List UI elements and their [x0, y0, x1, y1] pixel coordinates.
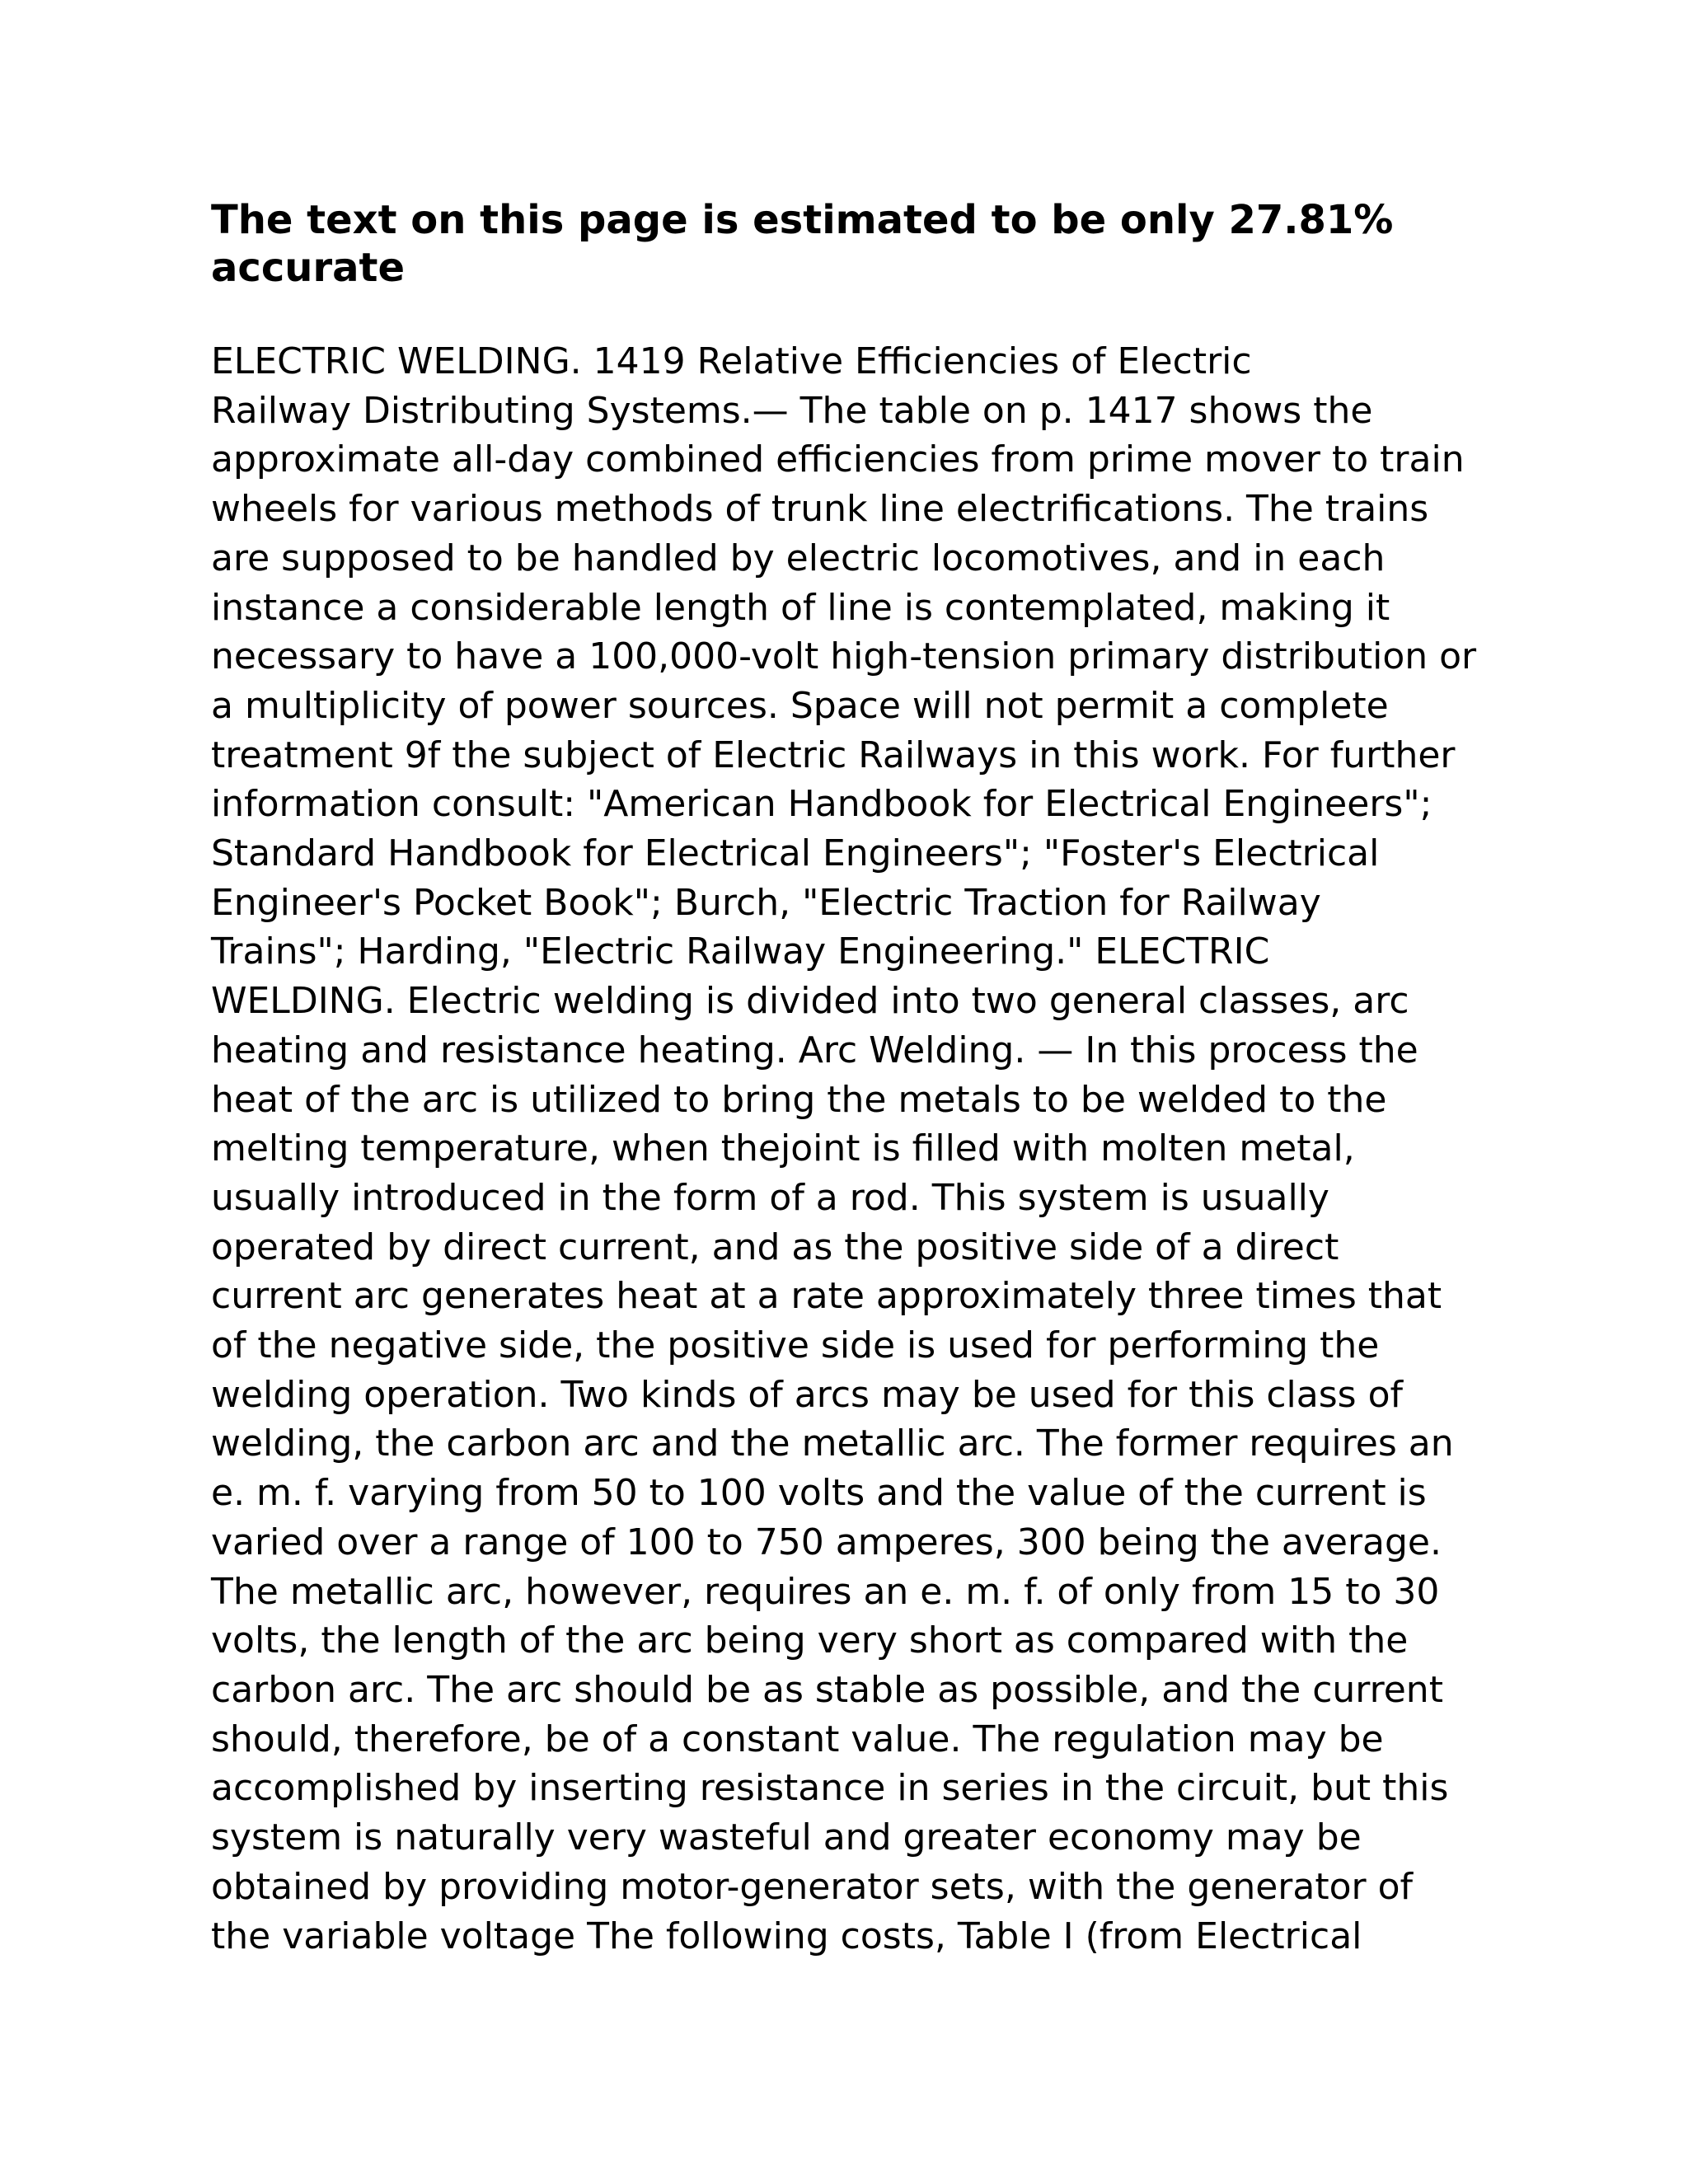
- accuracy-heading-line-1: The text on this page is estimated to be only 27.81%: [211, 197, 1394, 243]
- accuracy-heading-line-2: accurate: [211, 245, 406, 291]
- ocr-body-text: ELECTRIC WELDING. 1419 Relative Efficiencies of Electric Railway Distributing Systems.— The table on p. 1417 shows the approximate all-day combined efficiencies from prime mover to train wheels for various methods of trunk line electrifications. The trains are supposed to be handled by electric locomotives, and in each instance a considerable length of line is contemplated, making it necessary to have a 100,000-volt high-tension primary distribution or a multiplicity of power sources. Space will not permit a complete treatment 9f the subject of Electric Railways in this work. For further information consult: "American Handbook for Electrical Engineers"; Standard Handbook for Electrical Engineers"; "Foster's Electrical Engineer's Pocket Book"; Burch, "Electric Traction for Railway Trains"; Harding, "Electric Railway Engineering." ELECTRIC WELDING. Electric welding is divided into two general classes, arc heating and resistance heating. Arc Welding. — In this process the heat of the arc is utilized to bring the metals to be welded to the melting temperature, when thejoint is filled with molten metal, usually introduced in the form of a rod. This system is usually operated by direct current, and as the positive side of a direct current arc generates heat at a rate approximately three times that of the negative side, the positive side is used for performing the welding operation. Two kinds of arcs may be used for this class of welding, the carbon arc and the metallic arc. The former requires an e. m. f. varying from 50 to 100 volts and the value of the current is varied over a range of 100 to 750 amperes, 300 being the average. The metallic arc, however, requires an e. m. f. of only from 15 to 30 volts, the length of the arc being very short as compared with the carbon arc. The arc should be as stable as possible, and the current should, therefore, be of a constant value. The regulation may be accomplished by inserting resistance in series in the circuit, but this system is naturally very wasteful and greater economy may be obtained by providing motor-generator sets, with the generator of the variable voltage The following costs, Table I (from Electrical: [211, 340, 1477, 1957]
- accuracy-heading: [211, 196, 1497, 292]
